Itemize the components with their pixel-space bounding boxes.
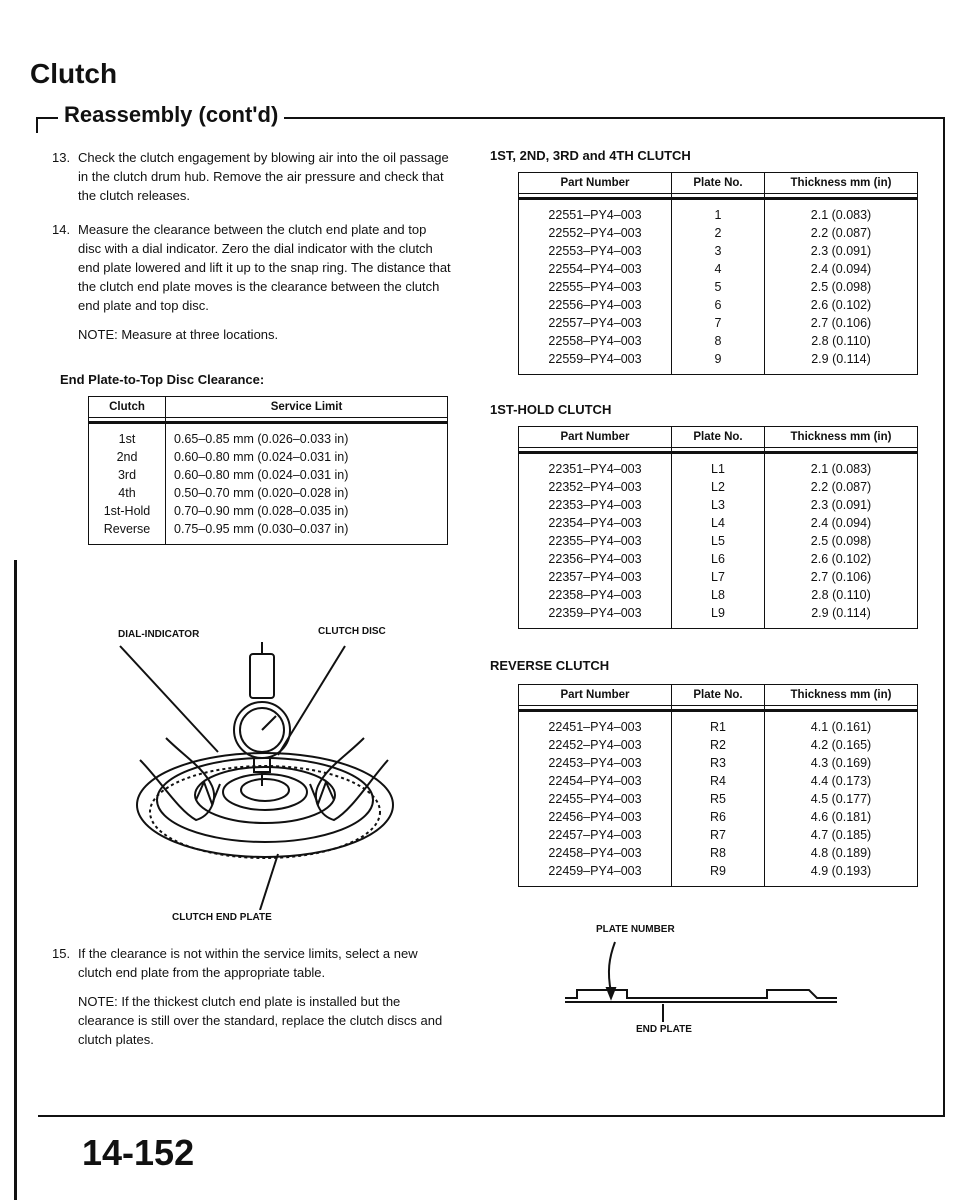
plate-no-cell: [672, 199, 765, 375]
step-14-text: Measure the clearance between the clutch end plate and top disc with a dial indicator. Zero the dial indicator with the clutch end plate lowered and lift it up to the snap ring. The distance that the clutch end plate moves is the clearance between the clutch end plate and top disc.: [78, 222, 451, 313]
part-number: 22555–PY4–003: [548, 280, 642, 294]
part-number-cell: [519, 711, 672, 887]
plate-no: L1: [711, 462, 725, 476]
service-limit: 0.65–0.85 mm (0.026–0.033 in): [174, 432, 349, 446]
plate-no: R4: [710, 774, 726, 788]
part-number: 22556–PY4–003: [548, 298, 642, 312]
plate-no: 7: [714, 316, 722, 330]
thickness: 2.1 (0.083): [810, 462, 872, 476]
thickness: 2.9 (0.114): [811, 352, 871, 366]
part-number: 22456–PY4–003: [548, 810, 642, 824]
clutch-name: 1st: [118, 432, 136, 446]
thickness: 4.8 (0.189): [810, 846, 872, 860]
plate-no: L2: [711, 480, 725, 494]
label-end-plate: END PLATE: [636, 1024, 692, 1035]
part-number: 22451–PY4–003: [548, 720, 642, 734]
part-number: 22554–PY4–003: [548, 262, 642, 276]
label-dial-indicator: DIAL-INDICATOR: [118, 629, 200, 640]
part-number: 22358–PY4–003: [548, 588, 642, 602]
clutch-name: 3rd: [117, 468, 137, 482]
service-limit: 0.60–0.80 mm (0.024–0.031 in): [174, 468, 349, 482]
part-number: 22459–PY4–003: [548, 864, 642, 878]
step-15-number: 15.: [52, 946, 71, 961]
part-number: 22553–PY4–003: [548, 244, 642, 258]
part-number: 22356–PY4–003: [548, 552, 642, 566]
part-number: 22357–PY4–003: [548, 570, 642, 584]
plate-no: L6: [711, 552, 725, 566]
plate-no: L7: [711, 570, 725, 584]
table-title-reverse: REVERSE CLUTCH: [490, 658, 610, 673]
service-limit: 0.50–0.70 mm (0.020–0.028 in): [174, 486, 349, 500]
step-14-note: NOTE: Measure at three locations.: [78, 327, 279, 342]
thickness: 2.8 (0.110): [811, 588, 871, 602]
plate-no: R6: [710, 810, 726, 824]
plate-table-1st-4th: [518, 172, 918, 375]
plate-no: L4: [711, 516, 725, 530]
thickness: 4.2 (0.165): [810, 738, 872, 752]
page-number: 14-152: [82, 1132, 195, 1173]
header-plate-no: Plate No.: [672, 427, 765, 448]
thickness: 4.7 (0.185): [810, 828, 872, 842]
frame-left-rule: [36, 117, 38, 133]
plate-no: 9: [714, 352, 722, 366]
frame-right-rule: [943, 117, 945, 1117]
thickness: 4.3 (0.169): [810, 756, 872, 770]
plate-no: L3: [711, 498, 725, 512]
step-14-number: 14.: [52, 222, 71, 237]
clutch-name: 4th: [118, 486, 136, 500]
thickness: 2.2 (0.087): [810, 480, 872, 494]
clearance-header-clutch: Clutch: [89, 397, 166, 418]
step-13-number: 13.: [52, 150, 71, 165]
header-part-number: Part Number: [519, 685, 672, 706]
label-clutch-end-plate: CLUTCH END PLATE: [172, 912, 272, 923]
part-number: 22551–PY4–003: [548, 208, 642, 222]
thickness: 2.6 (0.102): [810, 298, 872, 312]
thickness-cell: [765, 711, 918, 887]
thickness: 2.6 (0.102): [810, 552, 872, 566]
header-part-number: Part Number: [519, 427, 672, 448]
thickness: 2.2 (0.087): [810, 226, 872, 240]
thickness-cell: [765, 199, 918, 375]
thickness-cell: [765, 453, 918, 629]
part-number: 22453–PY4–003: [548, 756, 642, 770]
thickness: 2.3 (0.091): [810, 498, 872, 512]
label-plate-number: PLATE NUMBER: [596, 924, 675, 935]
plate-no: R3: [710, 756, 726, 770]
thickness: 4.4 (0.173): [810, 774, 872, 788]
clearance-table: [88, 396, 448, 545]
part-number: 22351–PY4–003: [548, 462, 642, 476]
plate-no: L9: [711, 606, 725, 620]
part-number-cell: [519, 453, 672, 629]
plate-no: R8: [710, 846, 726, 860]
thickness: 4.6 (0.181): [810, 810, 872, 824]
plate-no: 6: [714, 298, 722, 312]
dial-indicator-illustration: [100, 640, 450, 910]
part-number: 22458–PY4–003: [548, 846, 642, 860]
part-number: 22455–PY4–003: [548, 792, 642, 806]
part-number: 22352–PY4–003: [548, 480, 642, 494]
header-plate-no: Plate No.: [672, 173, 765, 194]
part-number: 22355–PY4–003: [548, 534, 642, 548]
part-number: 22359–PY4–003: [548, 606, 642, 620]
plate-no: L5: [711, 534, 725, 548]
plate-no: 2: [714, 226, 722, 240]
clearance-clutch-cell: [89, 423, 166, 545]
frame-bottom-rule: [38, 1115, 945, 1117]
plate-table-1st-hold: [518, 426, 918, 629]
plate-no: L8: [711, 588, 725, 602]
plate-no: R1: [710, 720, 726, 734]
thickness: 4.1 (0.161): [810, 720, 872, 734]
part-number: 22559–PY4–003: [548, 352, 642, 366]
plate-no: R9: [710, 864, 726, 878]
thickness: 2.5 (0.098): [810, 534, 872, 548]
header-part-number: Part Number: [519, 173, 672, 194]
plate-table-reverse: [518, 684, 918, 887]
service-limit: 0.75–0.95 mm (0.030–0.037 in): [174, 522, 349, 536]
thickness: 2.4 (0.094): [810, 262, 872, 276]
step-13-text: Check the clutch engagement by blowing air into the oil passage in the clutch drum hub. Remove the air pressure and check that the clutch releases.: [78, 150, 449, 203]
plate-no: 5: [714, 280, 722, 294]
thickness: 4.9 (0.193): [810, 864, 872, 878]
thickness: 4.5 (0.177): [810, 792, 872, 806]
clearance-header-limit: Service Limit: [166, 397, 448, 418]
thickness: 2.7 (0.106): [810, 570, 872, 584]
plate-no-cell: [672, 453, 765, 629]
part-number: 22558–PY4–003: [548, 334, 642, 348]
part-number: 22354–PY4–003: [548, 516, 642, 530]
header-thickness: Thickness mm (in): [765, 427, 918, 448]
plate-no: R7: [710, 828, 726, 842]
clearance-limit-cell: [166, 423, 448, 545]
page-title: Clutch: [30, 58, 118, 89]
plate-no: R2: [710, 738, 726, 752]
thickness: 2.5 (0.098): [810, 280, 872, 294]
clutch-name: 1st-Hold: [103, 504, 151, 518]
plate-no: R5: [710, 792, 726, 806]
clearance-heading: End Plate-to-Top Disc Clearance:: [60, 372, 265, 387]
end-plate-diagram: [555, 938, 875, 1022]
plate-no-cell: [672, 711, 765, 887]
part-number: 22557–PY4–003: [548, 316, 642, 330]
plate-no: 1: [714, 208, 722, 222]
header-thickness: Thickness mm (in): [765, 685, 918, 706]
plate-no: 4: [714, 262, 722, 276]
service-limit: 0.70–0.90 mm (0.028–0.035 in): [174, 504, 349, 518]
thickness: 2.9 (0.114): [811, 606, 871, 620]
table-title-1st-4th: 1ST, 2ND, 3RD and 4TH CLUTCH: [490, 148, 691, 163]
margin-bar: [14, 560, 17, 1200]
thickness: 2.8 (0.110): [811, 334, 871, 348]
plate-no: 3: [714, 244, 722, 258]
part-number: 22454–PY4–003: [548, 774, 642, 788]
header-thickness: Thickness mm (in): [765, 173, 918, 194]
clutch-name: Reverse: [103, 522, 151, 536]
part-number: 22552–PY4–003: [548, 226, 642, 240]
table-title-1st-hold: 1ST-HOLD CLUTCH: [490, 402, 612, 417]
part-number: 22353–PY4–003: [548, 498, 642, 512]
step-15-text: If the clearance is not within the service limits, select a new clutch end plate from the appropriate table.: [78, 946, 418, 980]
thickness: 2.1 (0.083): [810, 208, 872, 222]
plate-no: 8: [714, 334, 722, 348]
thickness: 2.3 (0.091): [810, 244, 872, 258]
section-subtitle: Reassembly (cont'd): [58, 102, 284, 128]
header-plate-no: Plate No.: [672, 685, 765, 706]
step-15-note: NOTE: If the thickest clutch end plate is installed but the clearance is still over the standard, replace the clutch discs and clutch plates.: [78, 994, 443, 1047]
thickness: 2.7 (0.106): [810, 316, 872, 330]
part-number-cell: [519, 199, 672, 375]
part-number: 22452–PY4–003: [548, 738, 642, 752]
part-number: 22457–PY4–003: [548, 828, 642, 842]
service-limit: 0.60–0.80 mm (0.024–0.031 in): [174, 450, 349, 464]
thickness: 2.4 (0.094): [810, 516, 872, 530]
label-clutch-disc: CLUTCH DISC: [318, 626, 386, 637]
clutch-name: 2nd: [116, 450, 138, 464]
